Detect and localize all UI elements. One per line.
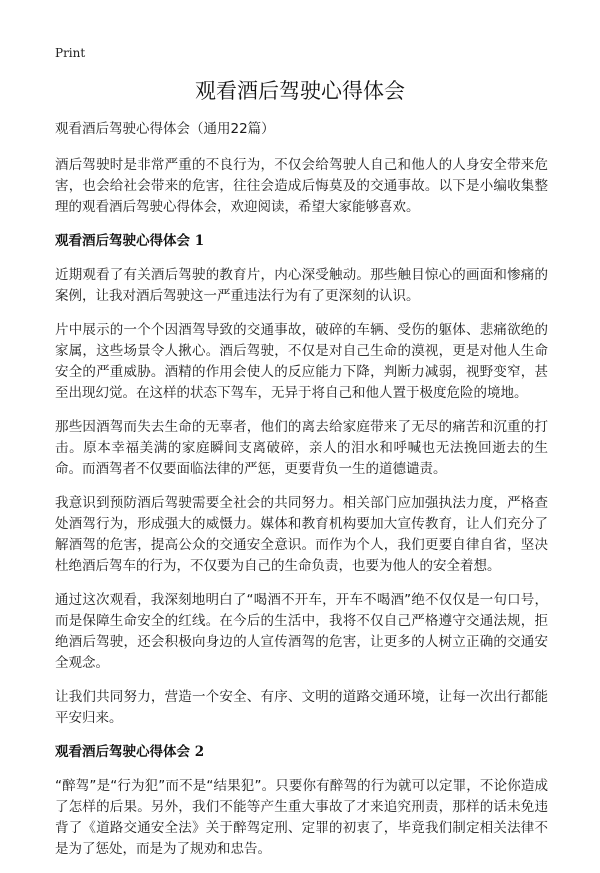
section-2-paragraph-1: “醉驾”是“行为犯”而不是“结果犯”。只要你有醉驾的行为就可以定罪，不论你造成了怎样的后果。另外，我们不能等产生重大事故了才来追究刑责，那样的话未免违背了《道路交通安全法》关于醉驾定刑、定罪的初衷了，毕竟我们制定相关法律不是为了惩处，而是为了规劝和忠告。 [55,778,548,857]
section-1-paragraph-1: 近期观看了有关酒后驾驶的教育片，内心深受触动。那些触目惊心的画面和惨痛的案例，让我对酒后驾驶这一严重违法行为有了更深刻的认识。 [55,267,548,304]
section-1-paragraph-2: 片中展示的一个个因酒驾导致的交通事故，破碎的车辆、受伤的躯体、悲痛欲绝的家属，这些场景令人揪心。酒后驾驶，不仅是对自己生命的漠视，更是对他人生命安全的严重威胁。酒精的作用会使人的反应能力下降，判断力减弱，视野变窄，甚至出现幻觉。在这样的状态下驾车，无异于将自己和他人置于极度危险的境地。 [55,322,548,401]
section-1-paragraph-6: 让我们共同努力，营造一个安全、有序、文明的道路交通环境，让每一次出行都能平安归来。 [55,689,548,726]
page-title: 观看酒后驾驶心得体会 [195,79,405,103]
article-body [55,120,548,873]
intro-paragraph: 酒后驾驶时是非常严重的不良行为，不仅会给驾驶人自己和他人的人身安全带来危害，也会给社会带来的危害，往往会造成后悔莫及的交通事故。以下是小编收集整理的观看酒后驾驶心得体会，欢迎阅读，希望大家能够喜欢。 [55,157,548,215]
section-1-heading: 观看酒后驾驶心得体会 1 [55,233,205,249]
section-1-paragraph-5: 通过这次观看，我深刻地明白了“喝酒不开车，开车不喝酒”绝不仅仅是一句口号，而是保障生命安全的红线。在今后的生活中，我将不仅自己严格遵守交通法规，拒绝酒后驾驶，还会积极向身边的人宣传酒驾的危害，让更多的人树立正确的交通安全观念。 [55,592,548,671]
section-1-paragraph-3: 那些因酒驾而失去生命的无辜者，他们的离去给家庭带来了无尽的痛苦和沉重的打击。原本幸福美满的家庭瞬间支离破碎，亲人的泪水和呼喊也无法挽回逝去的生命。而酒驾者不仅要面临法律的严惩，更要背负一生的道德谴责。 [55,419,548,477]
print-link[interactable]: Print [55,46,86,60]
article-subtitle: 观看酒后驾驶心得体会（通用22篇） [55,121,275,137]
section-1-paragraph-4: 我意识到预防酒后驾驶需要全社会的共同努力。相关部门应加强执法力度，严格查处酒驾行为，形成强大的威慑力。媒体和教育机构要加大宣传教育，让人们充分了解酒驾的危害，提高公众的交通安全意识。而作为个人，我们更要自律自省，坚决杜绝酒后驾车的行为，不仅要为自己的生命负责，也要为他人的安全着想。 [55,495,548,574]
section-2-heading: 观看酒后驾驶心得体会 2 [55,744,205,760]
